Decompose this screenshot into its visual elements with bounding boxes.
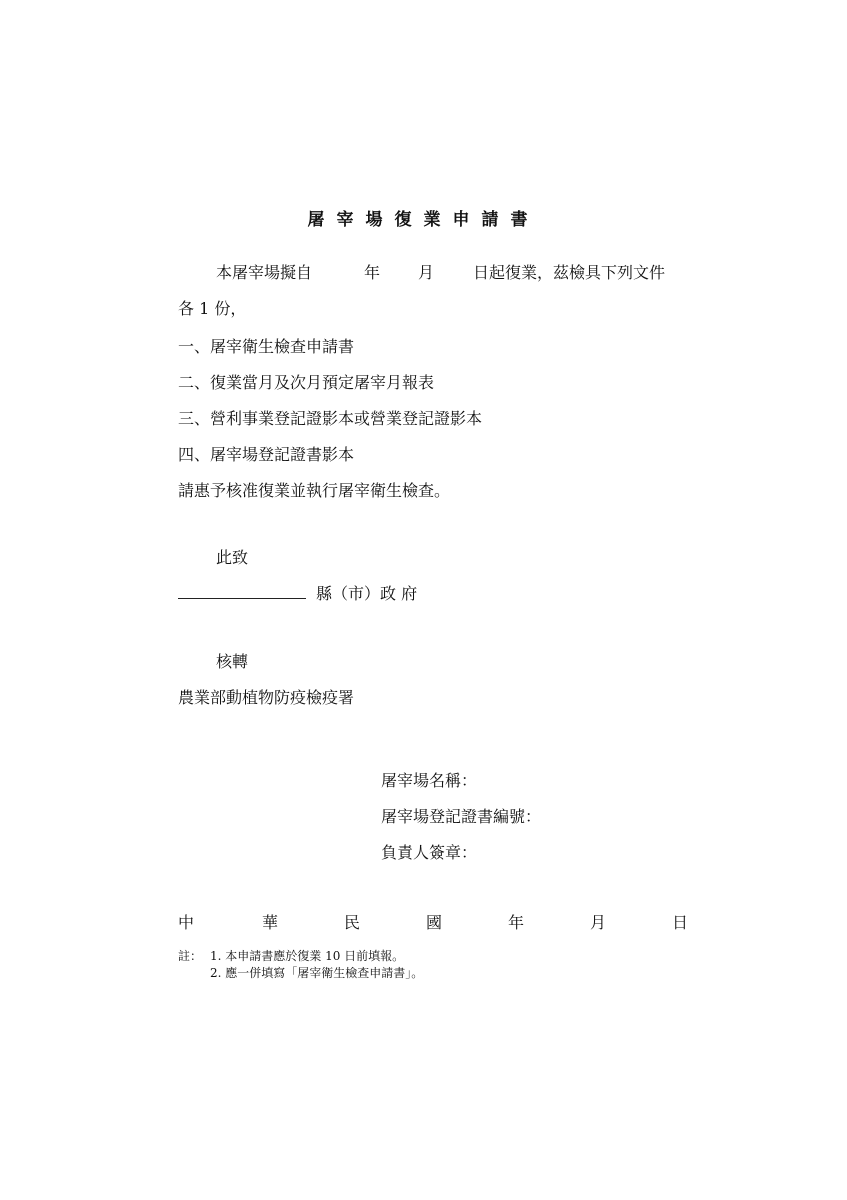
forward-label: 核轉 <box>216 652 249 671</box>
document-item-4: 四、屠宰場登記證書影本 <box>178 445 355 464</box>
intro-part2: 日起復業，茲檢具下列文件 <box>473 263 666 282</box>
document-item-1: 一、屠宰衛生檢查申請書 <box>178 337 355 356</box>
date-char-hua: 華 <box>262 913 279 932</box>
date-char-day: 日 <box>672 913 689 932</box>
document-item-2: 二、復業當月及次月預定屠宰月報表 <box>178 373 435 392</box>
certificate-number-field: 屠宰場登記證書編號： <box>381 807 542 826</box>
document-item-3: 三、營利事業登記證影本或營業登記證影本 <box>178 409 483 428</box>
recipient-blank-line <box>178 598 306 599</box>
note-2: 2. 應一併填寫「屠宰衛生檢查申請書」。 <box>210 966 424 980</box>
intro-year: 年 <box>364 263 381 282</box>
intro-part1: 本屠宰場擬自 <box>216 263 313 282</box>
date-char-guo: 國 <box>426 913 443 932</box>
recipient: 縣（市）政 府 <box>316 584 418 603</box>
date-char-min: 民 <box>344 913 361 932</box>
date-line <box>0 910 847 932</box>
salutation: 此致 <box>216 548 249 567</box>
document-title: 屠宰場復業申請書 <box>307 210 540 230</box>
date-char-year: 年 <box>508 913 525 932</box>
intro-month: 月 <box>418 263 435 282</box>
note-1: 1. 本申請書應於復業 10 日前填報。 <box>210 949 405 963</box>
responsible-person-field: 負責人簽章： <box>381 843 478 862</box>
request-sentence: 請惠予核准復業並執行屠宰衛生檢查。 <box>178 481 451 500</box>
notes-label: 註： <box>178 949 203 963</box>
intro-continuation: 各 1 份， <box>178 299 247 318</box>
slaughterhouse-name-field: 屠宰場名稱： <box>381 771 478 790</box>
date-char-zhong: 中 <box>178 913 195 932</box>
date-char-month: 月 <box>590 913 607 932</box>
agency-name: 農業部動植物防疫檢疫署 <box>178 688 355 707</box>
intro-line <box>216 263 686 283</box>
